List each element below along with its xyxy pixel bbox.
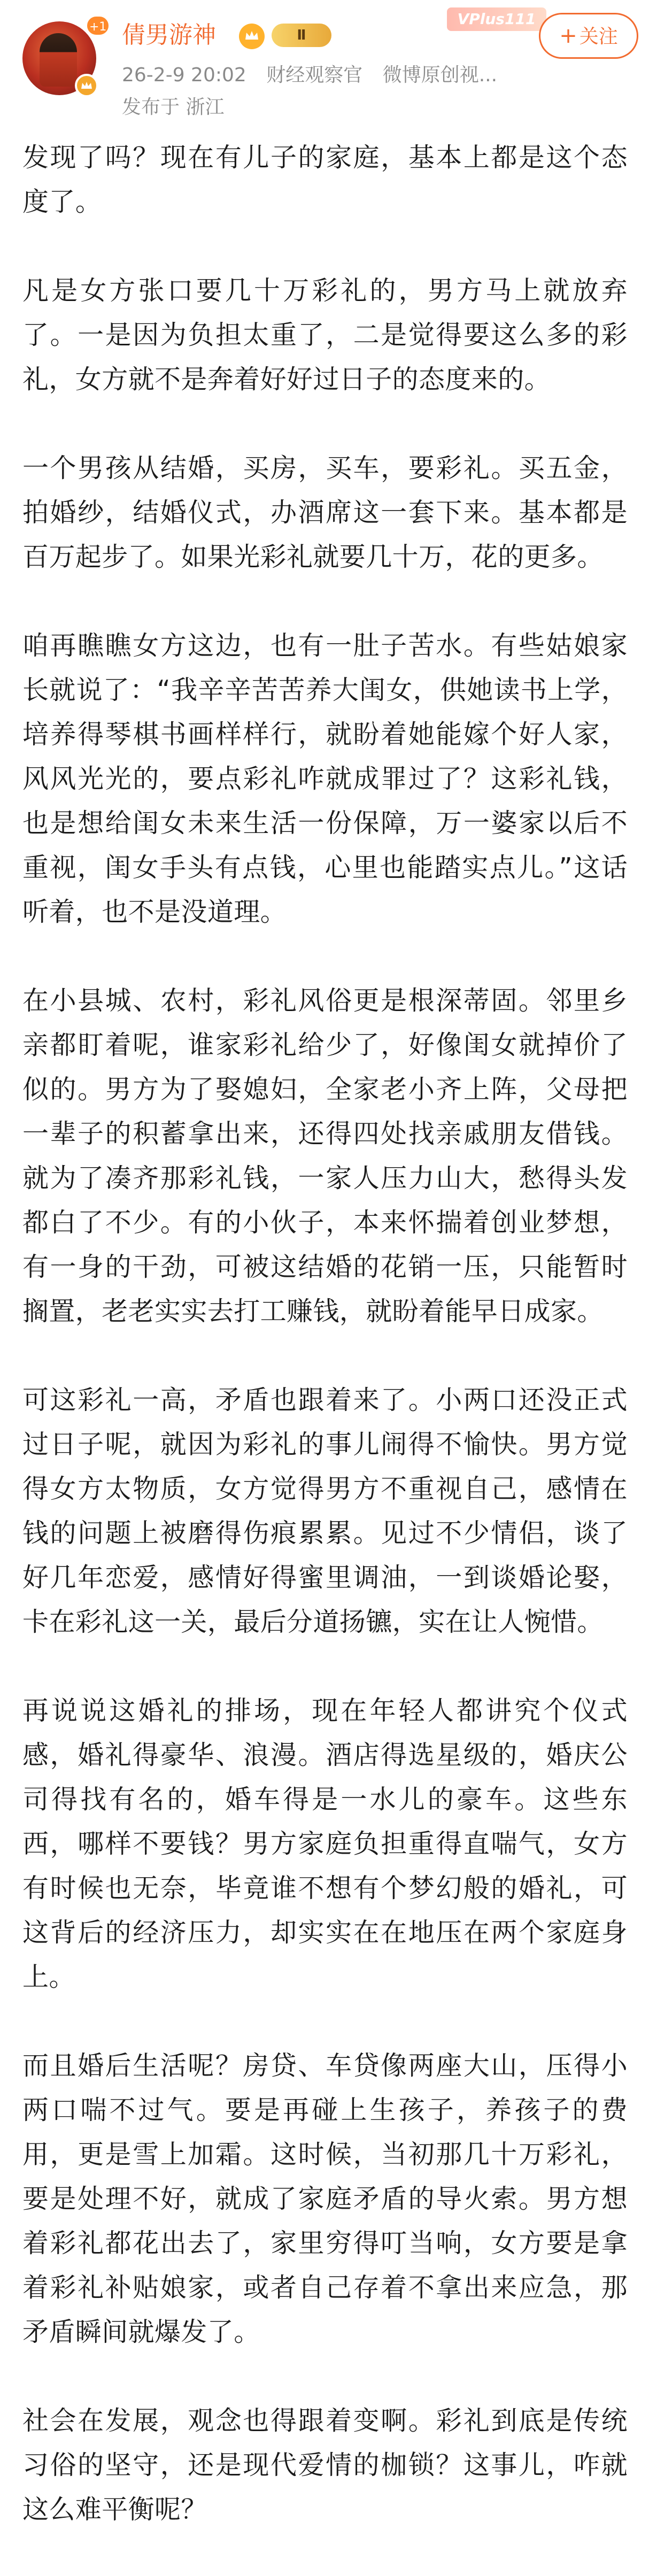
post-location: 发布于 浙江 [122, 96, 225, 118]
crown-icon [75, 74, 98, 97]
post-paragraph: 社会在发展，观念也得跟着变啊。彩礼到底是传统习俗的坚守，还是现代爱情的枷锁？这事儿，咋就这么难平衡呢？ [22, 2405, 628, 2525]
avatar-figure [40, 33, 77, 87]
vplus-banner[interactable]: VPlus111 [447, 7, 546, 31]
post-header [0, 0, 649, 136]
post-paragraph: 可这彩礼一高，矛盾也跟着来了。小两口还没正式过日子呢，就因为彩礼的事儿闹得不愉快。男方觉得女方太物质，女方觉得男方不重视自己，感情在钱的问题上被磨得伤痕累累。见过不少情侣，谈了好几年恋爱，感情好得蜜里调油，一到谈婚论娶，卡在彩礼这一关，最后分道扬镳，实在让人惋惜。 [22, 1385, 628, 1637]
post-paragraph: 再说说这婚礼的排场，现在年轻人都讲究个仪式感，婚礼得豪华、浪漫。酒店得选星级的，婚庆公司得找有名的，婚车得是一水儿的豪车。这些东西，哪样不要钱？男方家庭负担重得直喘气，女方有时候也无奈，毕竟谁不想有个梦幻般的婚礼，可这背后的经济压力，却实实在在地压在两个家庭身上。 [22, 1695, 628, 1992]
post-paragraph: 一个男孩从结婚，买房，买车，要彩礼。买五金，拍婚纱，结婚仪式，办酒席这一套下来。基本都是百万起步了。如果光彩礼就要几十万，花的更多。 [22, 453, 628, 572]
post-channel[interactable]: 微博原创视... [382, 64, 498, 86]
plus-icon: + [559, 24, 577, 48]
post-paragraph: 而且婚后生活呢？房贷、车贷像两座大山，压得小两口喘不过气。要是再碰上生孩子，养孩子的费用，更是雪上加霜。这时候，当初那几十万彩礼，要是处理不好，就成了家庭矛盾的导火索。男方想着彩礼都花出去了，家里穷得叮当响，女方要是拿着彩礼补贴娘家，或者自己存着不拿出来应急，那矛盾瞬间就爆发了。 [22, 2050, 628, 2347]
vip-crown-icon [237, 21, 267, 51]
follow-button[interactable] [539, 13, 638, 59]
rank-badge: Ⅱ [272, 24, 331, 47]
post-source[interactable]: 财经观察官 [266, 64, 363, 86]
post-body [22, 135, 628, 2576]
follow-label: 关注 [579, 26, 618, 48]
post-paragraph: 在小县城、农村，彩礼风俗更是根深蒂固。邻里乡亲都盯着呢，谁家彩礼给少了，好像闺女就掉价了似的。男方为了娶媳妇，全家老小齐上阵，父母把一辈子的积蓄拿出来，还得四处找亲戚朋友借钱。就为了凑齐那彩礼钱，一家人压力山大，愁得头发都白了不少。有的小伙子，本来怀揣着创业梦想，有一身的干劲，可被这结婚的花销一压，只能暂时搁置，老老实实去打工赚钱，就盼着能早日成家。 [22, 985, 628, 1326]
post-paragraph: 凡是女方张口要几十万彩礼的，男方马上就放弃了。一是因为负担太重了，二是觉得要这么多的彩礼，女方就不是奔着好好过日子的态度来的。 [22, 275, 628, 395]
post-timestamp: 26-2-9 20:02 [122, 64, 246, 86]
post-paragraph: 咱再瞧瞧女方这边，也有一肚子苦水。有些姑娘家长就说了：“我辛辛苦苦养大闺女，供她读书上学，培养得琴棋书画样样行，就盼着她能嫁个好人家，风风光光的，要点彩礼咋就成罪过了？这彩礼钱，也是想给闺女未来生活一份保障，万一婆家以后不重视，闺女手头有点钱，心里也能踏实点儿。”这话听着，也不是没道理。 [22, 630, 628, 927]
level-badge: +1 [86, 15, 110, 36]
post-meta-line [122, 63, 511, 88]
username[interactable]: 倩男游神 [122, 21, 216, 49]
post-paragraph: 发现了吗？现在有儿子的家庭，基本上都是这个态度了。 [22, 142, 628, 217]
